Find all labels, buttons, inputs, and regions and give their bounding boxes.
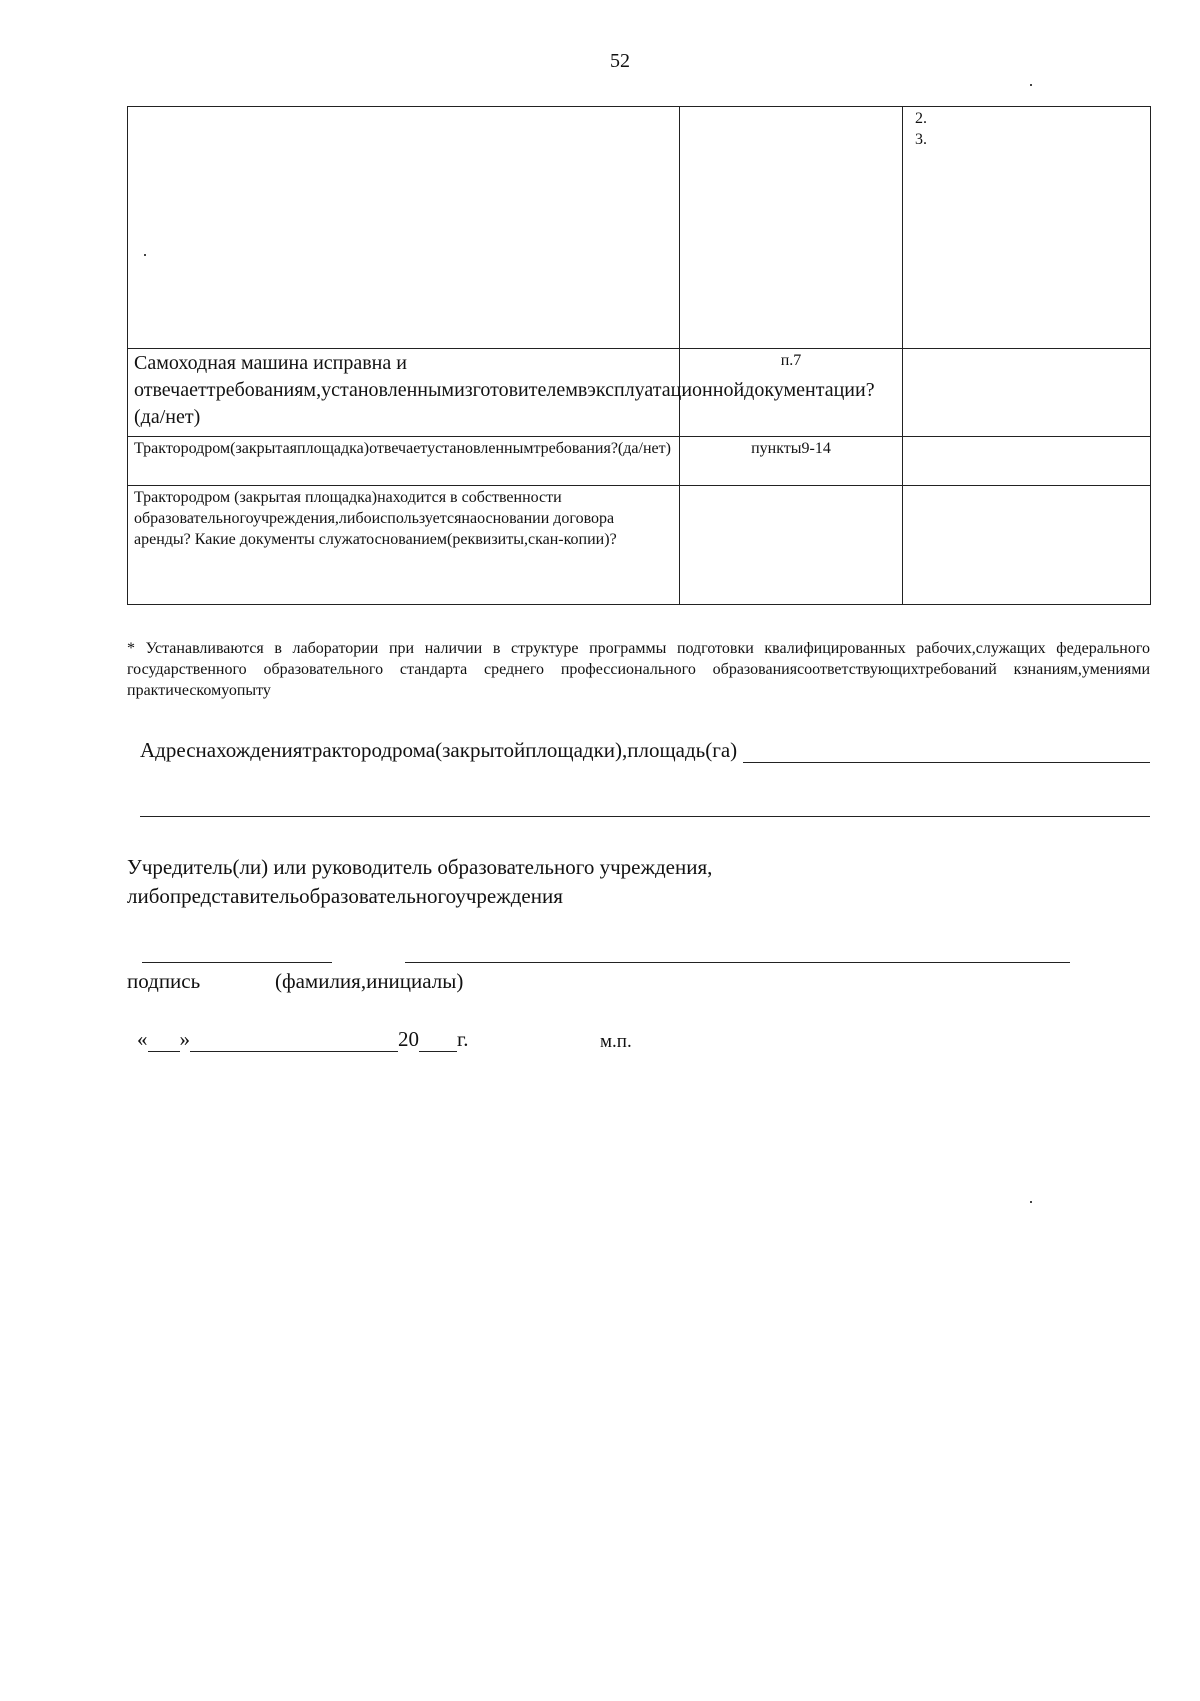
address-fill-line[interactable]: [743, 740, 1150, 763]
list-item: 3.: [915, 131, 927, 148]
founder-block: [127, 853, 1127, 911]
reference-cell: п.7: [680, 349, 903, 437]
page-number: 52: [610, 50, 630, 72]
question-cell: Трактородром(закрытаяплощадка)отвечаетустановленнымтребования?(да/нет): [128, 437, 680, 486]
answer-cell[interactable]: [903, 349, 1151, 437]
question-cell: Самоходная машина исправна и отвечаеттребованиям,установленнымизготовителемвэксплуатационнойдокументации?(да/нет): [128, 349, 680, 437]
reference-cell: пункты9-14: [680, 437, 903, 486]
scan-speck: [1030, 84, 1032, 86]
table-row: [128, 437, 1151, 486]
address-continuation-line[interactable]: [140, 816, 1150, 817]
footnote: * Устанавливаются в лаборатории при наличии в структуре программы подготовки квалифицированных рабочих,служащих федерального государственного образовательного стандарта среднего профессионального образованиясоответствующихтребований кзнаниям,умениями практическомуопыту: [127, 640, 1150, 699]
founder-line: Учредитель(ли) или руководитель образовательного учреждения,: [127, 855, 713, 879]
question-cell: Трактородром (закрытая площадка)находится в собственности образовательногоучреждения,либоиспользуетсянаосновании договора аренды? Какие документы служатоснованием(реквизиты,скан-копии)?: [128, 486, 680, 605]
reference-cell: [680, 486, 903, 605]
address-field: [140, 738, 1150, 763]
stamp-label: м.п.: [600, 1031, 632, 1052]
table-row: [128, 349, 1151, 437]
day-blank[interactable]: [148, 1031, 180, 1052]
question-cell: [128, 107, 680, 349]
signature-label: подпись: [127, 969, 201, 993]
year-blank[interactable]: [419, 1031, 457, 1052]
date-close-quote: »: [179, 1027, 190, 1051]
name-label: (фамилия,инициалы): [275, 969, 464, 993]
date-field: [137, 1027, 469, 1052]
answer-cell[interactable]: [903, 486, 1151, 605]
answer-cell: [903, 107, 1151, 349]
year-suffix: г.: [457, 1027, 469, 1051]
signature-line[interactable]: [142, 962, 332, 963]
table-row: [128, 486, 1151, 605]
name-line[interactable]: [405, 962, 1070, 963]
month-blank[interactable]: [190, 1031, 398, 1052]
date-open-quote: «: [137, 1027, 148, 1051]
list-item: 2.: [915, 110, 927, 127]
answer-cell[interactable]: [903, 437, 1151, 486]
founder-line: либопредставительобразовательногоучреждения: [127, 884, 563, 908]
reference-cell: [680, 107, 903, 349]
address-label: Адреснахождениятрактородрома(закрытойплощадки),площадь(га): [140, 738, 738, 762]
year-prefix: 20: [398, 1027, 419, 1051]
requirements-table: [127, 106, 1151, 605]
scan-speck: [1030, 1201, 1032, 1203]
table-row: [128, 107, 1151, 349]
